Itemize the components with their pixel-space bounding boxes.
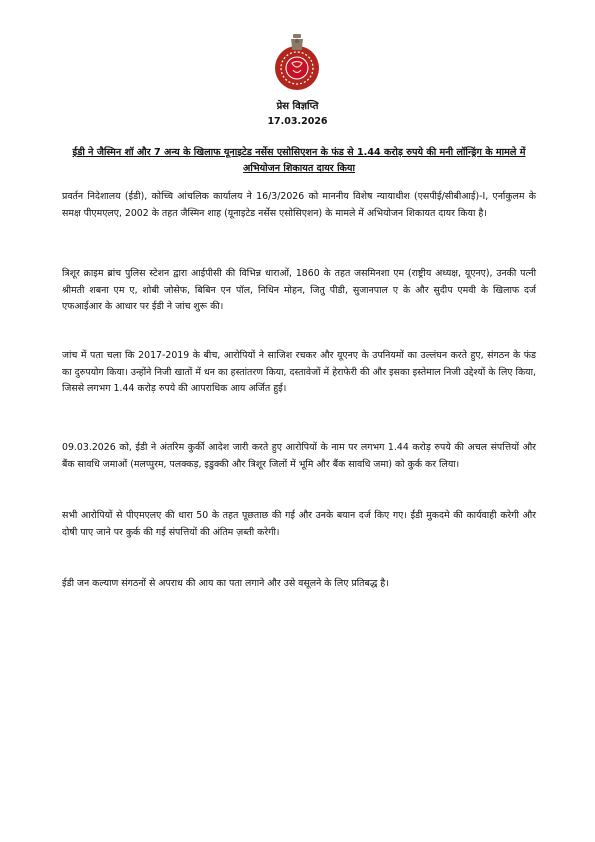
body-paragraph: जांच में पता चला कि 2017-2019 के बीच, आरोपियों ने साजिश रचकर और यूएनए के उपनियमों का उल्लंघन करते हुए, संगठन के फंड का दुरुपयोग किया। उन्होंने निजी खातों में धन का हस्तांतरण किया, दस्तावेजों में हेराफेरी की और इसका इस्तेमाल निजी उद्देश्यों के लिए किया, जिससे लगभग 1.44 करोड़ रुपये की आपराधिक आय अर्जित हुई। [62, 350, 536, 394]
release-date: 17.03.2026 [267, 116, 328, 127]
page-title: प्रेस विज्ञप्ति [276, 101, 319, 112]
body-paragraph: ईडी जन कल्याण संगठनों से अपराध की आय का पता लगाने और उसे वसूलने के लिए प्रतिबद्ध है। [62, 578, 389, 589]
headline: ईडी ने जैस्मिन शॉ और 7 अन्य के खिलाफ यूनाइटेड नर्सेस एसोसिएशन के फंड से 1.44 करोड़ रुपये की मनी लॉन्ड्रिंग के मामले में अभियोजन शिकायत दायर किया [72, 147, 526, 174]
body-paragraph: सभी आरोपियों से पीएमएलए की धारा 50 के तहत पूछताछ की गई और उनके बयान दर्ज किए गए। ईडी मुकदमे की कार्यवाही करेगी और दोषी पाए जाने पर कुर्क की गई संपत्तियों की अंतिम ज़ब्ती करेगी। [62, 510, 536, 538]
body-paragraph: त्रिशूर क्राइम ब्रांच पुलिस स्टेशन द्वारा आईपीसी की विभिन्न धाराओं, 1860 के तहत जसमिनशा एम (राष्ट्रीय अध्यक्ष, यूएनए), उनकी पत्नी श्रीमती शबना एम ए, शोबी जोसेफ, बिबिन एन पॉल, निधिन मोहन, जितु पीडी, सुजानपाल ए के और सुदीप एमवी के खिलाफ दर्ज एफआईआर के आधार पर ईडी ने जांच शुरू की। [62, 268, 536, 312]
body-paragraph: प्रवर्तन निदेशालय (ईडी), कोच्चि आंचलिक कार्यालय ने 16/3/2026 को माननीय विशेष न्यायाधीश (एसपीई/सीबीआई)-I, एर्नाकुलम के समक्ष पीएमएलए, 2002 के तहत जैस्मिन शाह (यूनाइटेड नर्सेस एसोसिएशन) के मामले में अभियोजन शिकायत दायर किया है। [62, 191, 536, 219]
enforcement-directorate-emblem-icon [265, 30, 329, 94]
body-paragraph: 09.03.2026 को, ईडी ने अंतरिम कुर्की आदेश जारी करते हुए आरोपियों के नाम पर लगभग 1.44 करोड़ रुपये की अचल संपत्तियों और बैंक सावधि जमाओं (मलप्पुरम, पलक्कड़, इडुक्की और त्रिशूर जिलों में भूमि और बैंक सावधि जमा) को कुर्क कर लिया। [62, 442, 536, 470]
